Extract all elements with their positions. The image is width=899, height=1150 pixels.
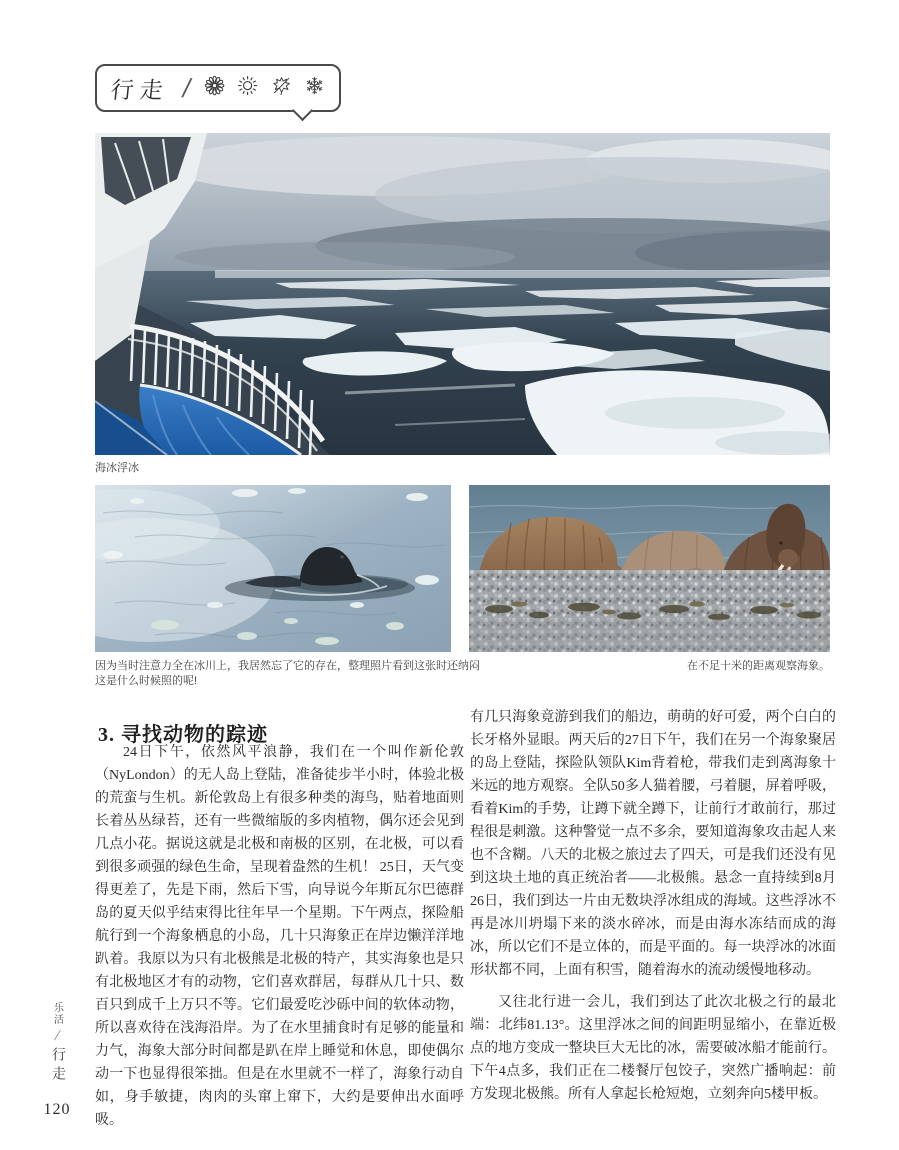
snowflake-icon: [304, 75, 325, 101]
paragraph: 24日下午，依然风平浪静，我们在一个叫作新伦敦（NyLondon）的无人岛上登陆，准备徒步半小时，体验北极的荒蛮与生机。新伦敦岛上有很多种类的海鸟，贴着地面则长着丛丛绿苔，还有一些微缩版的多肉植物，偶尔还会见到几点小花。据说这就是北极和南极的区别，在北极，可以看到很多顽强的绿色生命，呈现着盎然的生机！ 25日，天气变得更差了，先是下雨，然后下雪，向导说今年斯瓦尔巴德群岛的夏天似乎结束得比往年早一个星期。下午两点，探险船航行到一个海象栖息的小岛，几十只海象正在岸边懒洋洋地趴着。我原以为只有北极熊是北极的特产，其实海象也是只有北极地区才有的动物，它们喜欢群居，每群从几十只、数百只到成千上万只不等。它们最爱吃沙砾中间的软体动物，所以喜欢待在浅海沿岸。为了在水里捕食时有足够的能量和力气，海象大部分时间都是趴在岸上睡觉和休息，即使偶尔动一下也显得很笨拙。但是在水里就不一样了，海象行动自如，身手敏捷，肉肉的头窜上窜下，大约是要伸出水面呼吸。: [95, 745, 464, 1128]
badge-slash: /: [179, 72, 194, 103]
seal-photo: [95, 485, 451, 652]
section-badge: [95, 64, 341, 112]
folio: [40, 1002, 74, 1119]
sea-ice-photo: [95, 133, 830, 455]
flower-icon: [204, 75, 225, 101]
main-photo-caption: 海冰浮冰: [95, 462, 139, 474]
article-right-column: [470, 706, 836, 1106]
folio-slash: /: [53, 1028, 62, 1044]
article-left-column: [95, 741, 464, 1132]
folio-section-xingzou: 行走: [50, 1047, 65, 1085]
section-heading: 3. 寻找动物的踪迹: [98, 723, 268, 746]
walrus-photo: [469, 485, 830, 652]
sun-icon: [237, 75, 258, 101]
walrus-photo-caption: 在不足十米的距离观察海象。: [687, 660, 830, 672]
folio-brand-lehuo: 乐活: [51, 1002, 63, 1026]
paragraph: 有几只海象竟游到我们的船边，萌萌的好可爱，两个白白的长牙格外显眼。两天后的27日下午，我们在另一个海象聚居的岛上登陆，探险队领队Kim背着枪，带我们走到离海象十米远的地方观察。全队50多人猫着腰，弓着腿，屏着呼吸，看着Kim的手势，让蹲下就全蹲下，让前行才敢前行，那过程很是刺激。这种警觉一点不多余，要知道海象攻击起人来也不含糊。八天的北极之旅过去了四天，可是我们还没有见到这块土地的真正统治者——北极熊。悬念一直持续到8月26日，我们到达一片由无数块浮冰组成的海域。这些浮冰不再是冰川坍塌下来的淡水碎冰，而是由海水冻结而成的海冰，所以它们不是立体的，而是平面的。每一块浮冰的冰面形状都不同，上面有积雪，随着海水的流动缓慢地移动。: [470, 710, 836, 978]
seal-photo-caption: 因为当时注意力全在冰川上，我居然忘了它的存在，整理照片看到这张时还纳闷这是什么时候照的呢!: [95, 660, 480, 687]
section-title-xingzou: 行走: [109, 77, 171, 104]
page-number: 120: [43, 1101, 71, 1118]
paragraph: 又往北行进一会儿，我们到达了此次北极之行的最北端：北纬81.13°。这里浮冰之间的间距明显缩小，在靠近极点的地方变成一整块巨大无比的冰，需要破冰船才能前行。下午4点多，我们正在二楼餐厅包饺子，突然广播响起：前方发现北极熊。所有人拿起长枪短炮，立刻奔向5楼甲板。: [470, 995, 836, 1102]
leaf-icon: [271, 75, 292, 101]
